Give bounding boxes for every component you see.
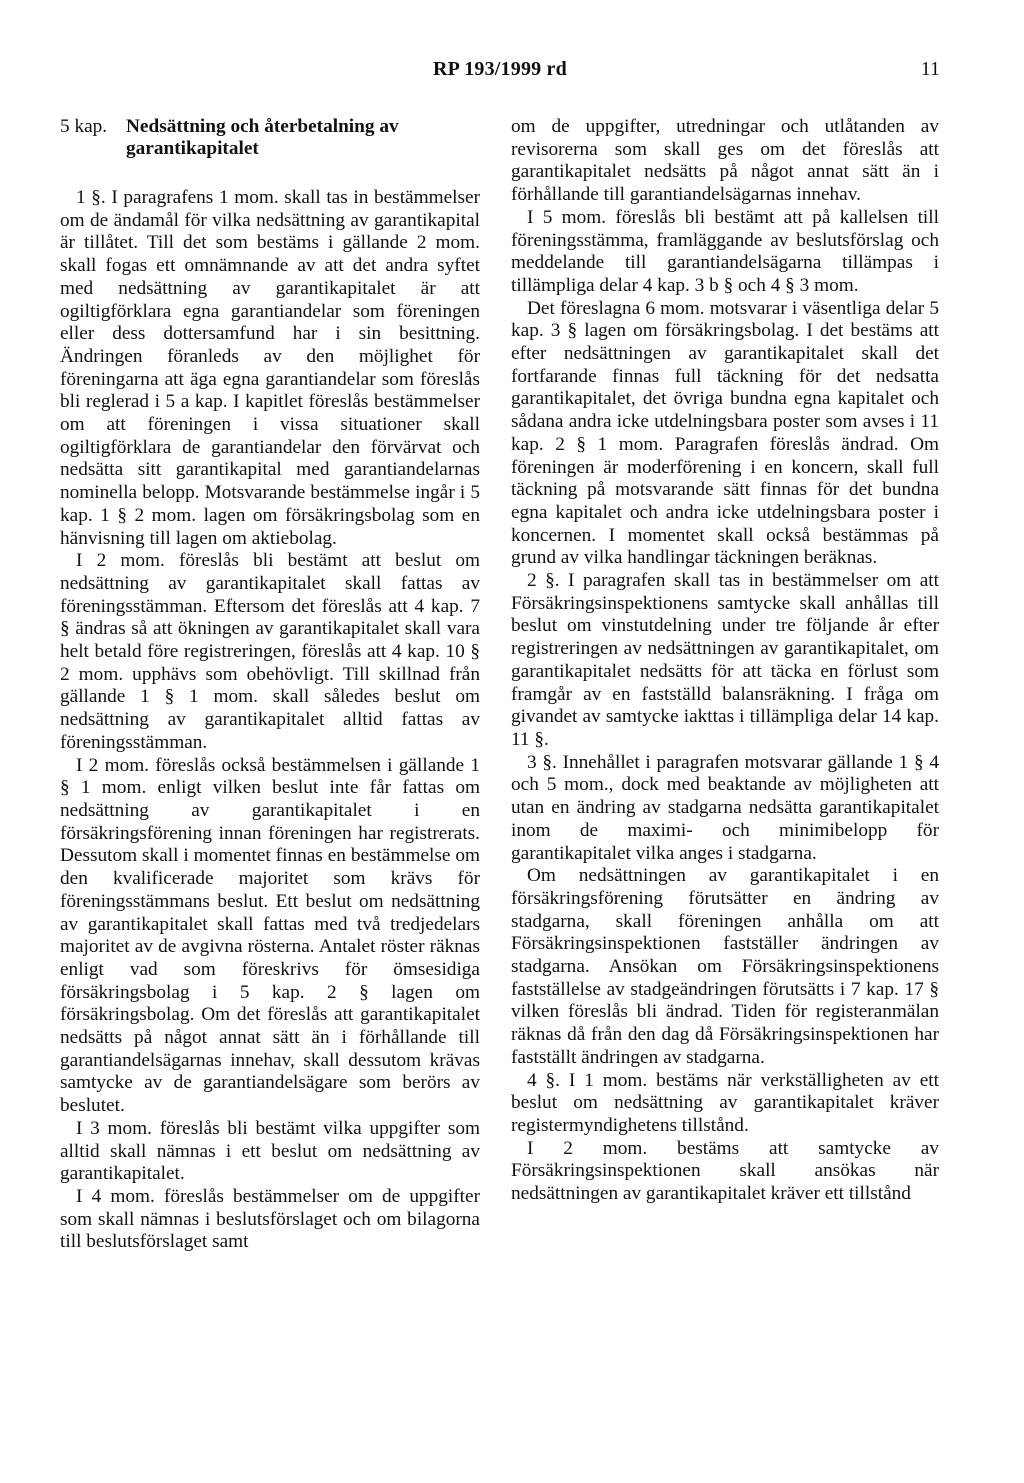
document-id: RP 193/1999 rd bbox=[433, 58, 567, 80]
right-column bbox=[511, 116, 939, 1206]
page-number: 11 bbox=[920, 58, 940, 80]
paragraph: Om nedsättningen av garantikapitalet i en försäkringsförening förutsätter en ändring av stadgarna, skall föreningen anhålla om att Försäkringsinspektionen fastställer ändringen av stadgarna. Ansökan om Försäkringsinspektionens fastställelse av stadgeändringen förutsätts i 7 kap. 17 § vilken föreslås bli ändrad. Tiden för registeranmälan räknas då från den dag då Försäkringsinspektionen har fastställt ändringen av stadgarna. bbox=[511, 865, 939, 1068]
paragraph: I 2 mom. föreslås bli bestämt att beslut om nedsättning av garantikapitalet skall fattas av föreningsstämman. Eftersom det föreslås att 4 kap. 7 § ändras så att ökningen av garantikapitalet skall vara helt betald före registreringen, föreslås att 4 kap. 10 § 2 mom. upphävs som obehövligt. Till skillnad från gällande 1 § 1 mom. skall således beslut om nedsättning av garantikapitalet alltid fattas av föreningsstämman. bbox=[60, 550, 480, 753]
paragraph: 4 §. I 1 mom. bestäms när verkställigheten av ett beslut om nedsättning av garantikapitalet kräver registermyndighetens tillstånd. bbox=[511, 1069, 939, 1136]
paragraph: 2 §. I paragrafen skall tas in bestämmelser om att Försäkringsinspektionens samtycke skall anhållas till beslut om vinstutdelning under tre följande år efter registreringen av nedsättningen av garantikapitalet, om garantikapitalet nedsätts för att täcka en förlust som framgår av en fastställd balansräkning. I fråga om givandet av samtycke iakttas i tillämpliga delar 14 kap. 11 §. bbox=[511, 570, 939, 750]
left-column bbox=[60, 116, 480, 1254]
paragraph: I 2 mom. bestäms att samtycke av Försäkringsinspektionen skall ansökas när nedsättningen av garantikapitalet kräver ett tillstånd bbox=[511, 1137, 939, 1205]
paragraph: Det föreslagna 6 mom. motsvarar i väsentliga delar 5 kap. 3 § lagen om försäkringsbolag. I det bestäms att efter nedsättningen av garantikapitalet skall det fortfarande finnas full täckning för det nedsatta garantikapitalet, det övriga bundna egna kapitalet och sådana andra icke utdelningsbara poster som avses i 11 kap. 2 § 1 mom. Paragrafen föreslås ändrad. Om föreningen är moderförening i en koncern, skall full täckning på motsvarande sätt finnas för det bundna egna kapitalet och andra icke utdelningsbara poster i koncernen. I momentet skall också bestämmas på grund av vilka handlingar täckningen beräknas. bbox=[511, 297, 939, 569]
paragraph: 1 §. I paragrafens 1 mom. skall tas in bestämmelser om de ändamål för vilka nedsättning av garantikapital är tillåtet. Till det som bestäms i gällande 2 mom. skall fogas ett omnämnande av att det andra syftet med nedsättning av garantikapitalet är att ogiltigförklara egna garantiandelar som föreningen eller dess dottersamfund har i sin besittning. Ändringen föranleds av den möjlighet för föreningarna att äga egna garantiandelar som föreslås bli reglerad i 5 a kap. I kapitlet föreslås bestämmelser om att föreningen i vissa situationer skall ogiltigförklara de garantiandelar den förvärvat och nedsätta sitt garantikapital med garantiandelarnas nominella belopp. Motsvarande bestämmelse ingår i 5 kap. 1 § 2 mom. lagen om försäkringsbolag som en hänvisning till lagen om aktiebolag. bbox=[60, 187, 480, 549]
chapter-heading bbox=[60, 116, 480, 160]
paragraph: I 4 mom. föreslås bestämmelser om de uppgifter som skall nämnas i beslutsförslaget och om bilagorna till beslutsförslaget samt bbox=[60, 1185, 480, 1253]
paragraph: 3 §. Innehållet i paragrafen motsvarar gällande 1 § 4 och 5 mom., dock med beaktande av möjligheten att utan en ändring av stadgarna nedsätta garantikapitalet inom de maximi- och minimibelopp för garantikapitalet vilka anges i stadgarna. bbox=[511, 751, 939, 864]
chapter-label: 5 kap. bbox=[60, 116, 108, 137]
page-header bbox=[60, 58, 940, 88]
paragraph: I 5 mom. föreslås bli bestämt att på kallelsen till föreningsstämma, framläggande av beslutsförslag och meddelande till garantiandelsägarna tillämpas i tillämpliga delar 4 kap. 3 b § och 4 § 3 mom. bbox=[511, 206, 939, 296]
paragraph: I 2 mom. föreslås också bestämmelsen i gällande 1 § 1 mom. enligt vilken beslut inte får fattas om nedsättning av garantikapitalet i en försäkringsförening innan föreningen har registrerats. Dessutom skall i momentet finnas en bestämmelse om den kvalificerade majoritet som krävs för föreningsstämmans beslut. Ett beslut om nedsättning av garantikapitalet skall fattas med två tredjedelars majoritet av de avgivna rösterna. Antalet röster räknas enligt vad som föreskrivs för ömsesidiga försäkringsbolag i 5 kap. 2 § lagen om försäkringsbolag. Om det föreslås att garantikapitalet nedsätts på något annat sätt än i förhållande till garantiandelsägarnas innehav, skall dessutom krävas samtycke av de garantiandelsägare som berörs av beslutet. bbox=[60, 754, 480, 1117]
paragraph: I 3 mom. föreslås bli bestämt vilka uppgifter som alltid skall nämnas i ett beslut om nedsättning av garantikapitalet. bbox=[60, 1117, 480, 1185]
paragraph-continuation: om de uppgifter, utredningar och utlåtanden av revisorerna som skall ges om det föreslås att garantikapitalet nedsätts på något annat sätt än i förhållande till garantiandelsägarnas innehav. bbox=[511, 116, 939, 206]
chapter-title: Nedsättning och återbetalning av garantikapitalet bbox=[126, 116, 399, 159]
